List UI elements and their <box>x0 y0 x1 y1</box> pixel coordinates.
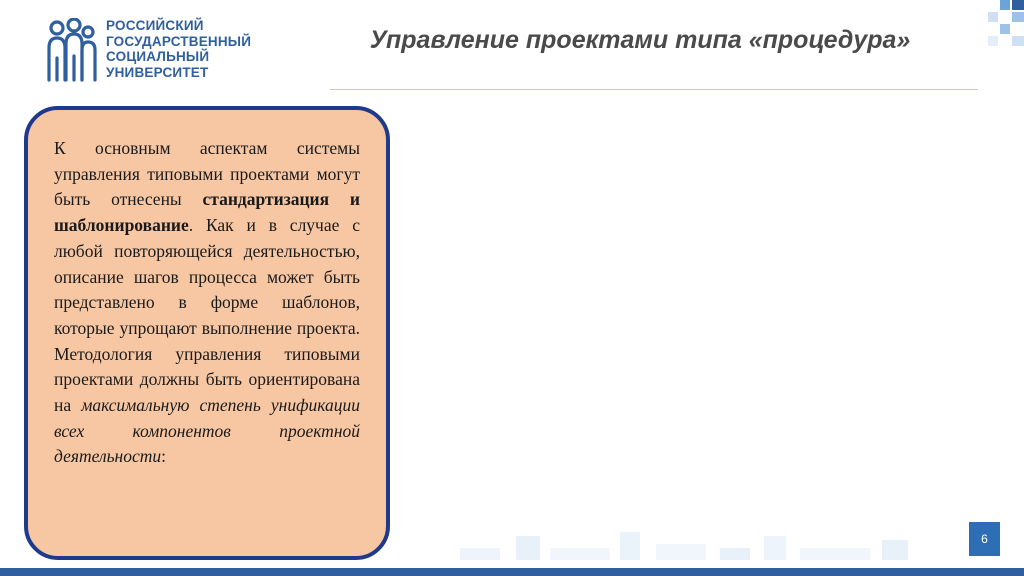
logo-line: ГОСУДАРСТВЕННЫЙ <box>106 33 252 49</box>
logo-line: УНИВЕРСИТЕТ <box>106 64 209 80</box>
content-italic-phrase: максимальную степень унификации всех компонентов проектной деятельности <box>54 395 360 467</box>
content-text: : <box>161 446 166 467</box>
corner-pattern-icon <box>964 0 1024 60</box>
title-divider <box>330 89 978 90</box>
university-name <box>106 18 251 80</box>
slide-title: Управление проектами типа «процедура» <box>369 26 911 54</box>
content-text: К основным аспектам системы управления типовыми проектами могут быть отнесены <box>54 138 360 210</box>
university-emblem-icon <box>44 18 100 84</box>
logo-line: РОССИЙСКИЙ <box>106 18 204 33</box>
footer-bar <box>0 568 1024 576</box>
bottom-pattern-icon <box>420 528 980 568</box>
logo-line: СОЦИАЛЬНЫЙ <box>106 49 210 64</box>
content-text: . Как и в случае с любой повторяющейся деятельностью, описание шагов процесса может быть представлено в форме шаблонов, которые упрощают выполнение проекта. Методология управления типовыми проектами должны быть ориентирована на <box>54 215 360 416</box>
content-bold-term: стандартизация и шаблонирование <box>54 189 360 236</box>
university-logo <box>44 14 264 86</box>
page-number-badge: 6 <box>969 522 1000 556</box>
content-text-box <box>24 106 390 560</box>
